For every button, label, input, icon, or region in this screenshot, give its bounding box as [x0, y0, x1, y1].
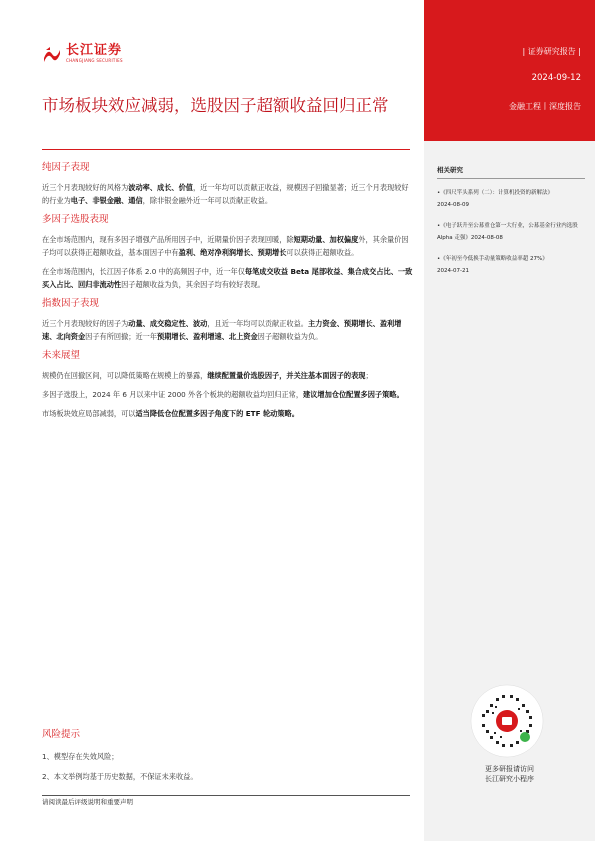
report-tag: | 证券研究报告 |: [522, 47, 581, 56]
title-divider: [42, 149, 410, 150]
risk-heading: 风险提示: [42, 729, 81, 740]
related-divider: [437, 178, 585, 179]
text-run: ；: [365, 371, 373, 380]
report-category: 金融工程丨深度报告: [509, 102, 581, 111]
qr-caption: [424, 764, 595, 784]
bold-text: 盈利、绝对净利润增长、预期增长: [178, 248, 287, 257]
bold-text: 主力资金、预期增长、盈利增速、北向资金: [42, 319, 402, 341]
risk-item: 1、模型存在失效风险；: [42, 752, 119, 761]
footer-divider: [42, 795, 410, 796]
bold-text: 预期增长、盈利增速、北上资金: [157, 332, 258, 341]
section-heading: 多因子选股表现: [42, 214, 109, 225]
bold-text: 适当降低仓位配置多因子角度下的 ETF 轮动策略。: [135, 409, 299, 418]
related-item-title: •《电子跃升至公募重仓第一大行业，公募基金行业内选股 Alpha 走强》2024-08-08: [437, 223, 578, 241]
text-run: 外，其余量价因子均可以获得正超额收益，基本面因子中有: [42, 235, 409, 257]
related-item-title: •《年初至今低换手动量策略收益率超 27%》: [437, 256, 548, 262]
bold-text: 继续配置量价选股因子，并关注基本面因子的表现: [207, 371, 366, 380]
qr-caption-line: 更多研报请访问: [485, 765, 534, 773]
brand-logo: [42, 42, 123, 66]
section-heading: 指数因子表现: [42, 298, 100, 309]
text-run: 因子有所回撤；近一年: [85, 332, 158, 341]
text-run: 在全市场范围内，现有多因子增强产品所用因子中，近期量价因子表现回暖，除: [42, 235, 294, 244]
paragraph: [42, 407, 414, 420]
header-banner: [424, 0, 595, 141]
paragraph: [42, 317, 414, 343]
text-run: ，近一年均可以贡献正收益，规模因子回撤显著；近三个月表现较好的行业为: [42, 183, 409, 205]
risk-section: [42, 728, 414, 792]
bold-text: 电子、非银金融、通信: [70, 196, 143, 205]
paragraph: [42, 369, 414, 382]
bold-text: 波动率、成长、价值: [128, 183, 193, 192]
text-run: 多因子选股上，2024 年 6 月以来中证 2000 外各个板块的超额收益均回归正常，: [42, 390, 304, 399]
brand-name: 长江证券: [66, 43, 123, 58]
section-heading: 纯因子表现: [42, 162, 90, 173]
section-heading: 未来展望: [42, 350, 81, 361]
text-run: 市场板块效应局部减弱，可以: [42, 409, 136, 418]
related-item[interactable]: [437, 253, 585, 277]
text-run: 因子超额收益为负。: [257, 332, 323, 341]
text-run: ，且近一年均可以贡献正收益。: [207, 319, 308, 328]
text-run: 近三个月表现较好的风格为: [42, 183, 129, 192]
report-title: 市场板块效应减弱，选股因子超额收益回归正常: [42, 96, 389, 115]
risk-item: 2、本文举例均基于历史数据，不保证未来收益。: [42, 772, 198, 781]
paragraph: [42, 265, 414, 291]
qr-caption-line: 长江研究小程序: [485, 775, 534, 783]
related-item-date: 2024-08-09: [437, 202, 469, 208]
paragraph: [42, 388, 414, 401]
related-research: [437, 165, 585, 286]
paragraph: [42, 233, 414, 259]
bold-text: 建议增加仓位配置多因子策略。: [303, 390, 404, 399]
text-run: 可以获得正超额收益。: [286, 248, 359, 257]
bold-text: 每笔成交收益 Beta 尾部收益、集合成交占比、一致买入占比、回归非流动性: [42, 267, 413, 289]
text-run: 在全市场范围内，长江因子体系 2.0 中的高频因子中，近一年仅: [42, 267, 245, 276]
bold-text: 动量、成交稳定性、波动: [128, 319, 208, 328]
related-heading: 相关研究: [437, 166, 463, 174]
summary-body: [42, 161, 414, 426]
text-run: 规模仍在回撤区间，可以降低策略在规模上的暴露，: [42, 371, 208, 380]
brand-name-en: CHANGJIANG SECURITIES: [66, 58, 123, 63]
bold-text: 短期动量、加权偏度: [293, 235, 359, 244]
text-run: 近三个月表现较好的因子为: [42, 319, 129, 328]
related-item-date: 2024-07-21: [437, 268, 469, 274]
qr-code-icon[interactable]: [470, 684, 544, 758]
brand-logo-icon: [42, 44, 62, 64]
text-run: 因子超额收益为负，其余因子均有较好表现。: [121, 280, 265, 289]
related-item-title: •《四尺竿头系列（二）：计算机投资的新解法》: [437, 190, 553, 196]
text-run: ，除非银金融外近一年可以贡献正收益。: [142, 196, 273, 205]
related-item[interactable]: [437, 220, 585, 244]
report-date: 2024-09-12: [531, 73, 581, 83]
paragraph: [42, 181, 414, 207]
related-item[interactable]: [437, 187, 585, 211]
footer-note: 请阅读最后评级说明和重要声明: [42, 798, 133, 806]
